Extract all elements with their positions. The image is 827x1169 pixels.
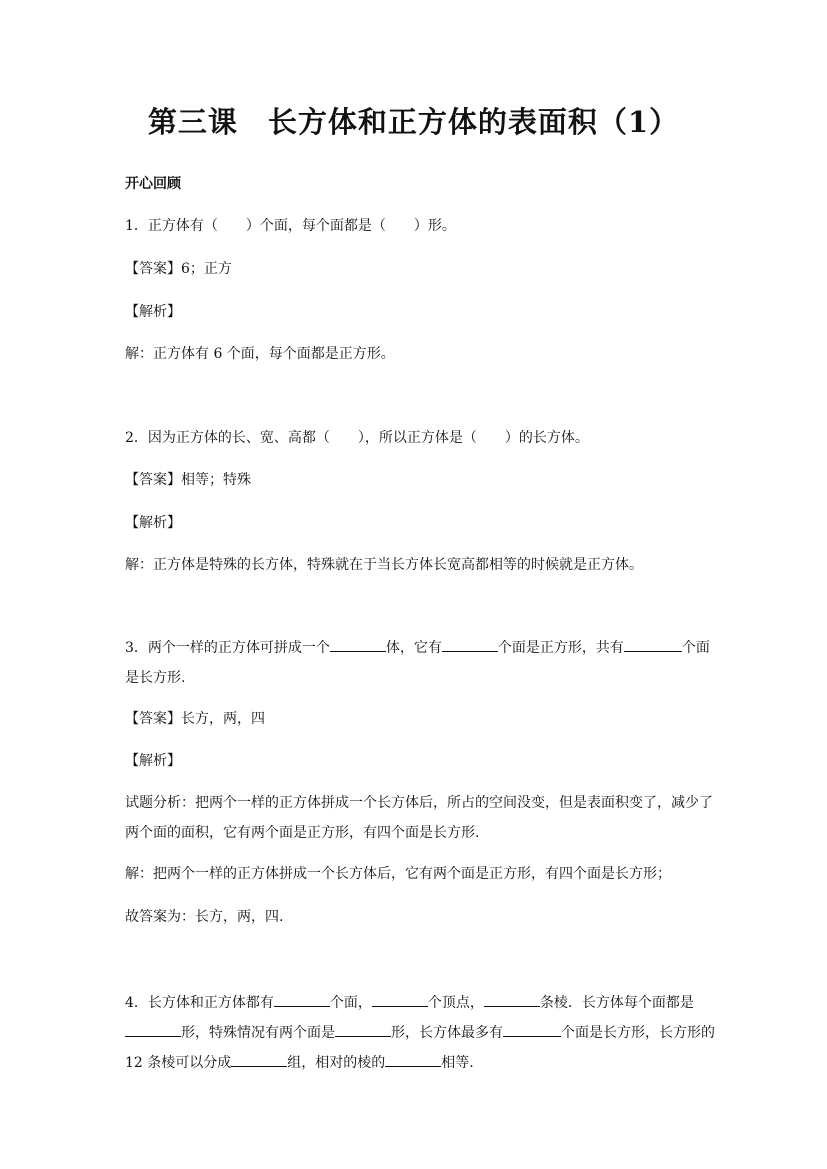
analysis-label-1: 【解析】 (125, 304, 181, 320)
analysis-label-3: 【解析】 (125, 753, 181, 769)
answer-3-text: 长方，两，四 (181, 711, 265, 727)
answer-blank (274, 992, 330, 1007)
answer-blank (385, 1052, 441, 1067)
analysis-label-2: 【解析】 (125, 515, 181, 531)
section-heading: 开心回顾 (125, 176, 181, 192)
question-1: 1．正方体有（ ）个面，每个面都是（ ）形。 (125, 218, 456, 234)
question-2: 2．因为正方体的长、宽、高都（ ），所以正方体是（ ）的长方体。 (125, 430, 589, 446)
answer-3 (125, 709, 265, 729)
question-4: 4．长方体和正方体都有 个面， 个顶点， 条棱．长方体每个面都是形，特殊情况有两个面是 形，长方体最多有 个面是长方形，长方形的 12 条棱可以分成 组，相对的棱的 相等. (125, 988, 715, 1078)
answer-blank (624, 637, 682, 652)
analysis-3: 试题分析：把两个一样的正方体拼成一个长方体后，所占的空间没变，但是表面积变了，减少了两个面的面积，它有两个面是正方形，有四个面是长方形. (125, 795, 713, 841)
question-3: 3．两个一样的正方体可拼成一个 体，它有 个面是正方形，共有 个面是长方形. (125, 633, 715, 693)
solution-2: 解：正方体是特殊的长方体，特殊就在于当长方体长宽高都相等的时候就是正方体。 (125, 557, 643, 573)
answer-label: 【答案】 (125, 261, 181, 277)
answer-blank (442, 637, 498, 652)
answer-blank (231, 1052, 287, 1067)
answer-blank (335, 1022, 391, 1037)
answer-1-text: 6；正方 (181, 261, 232, 277)
answer-label: 【答案】 (125, 711, 181, 727)
final-answer-3: 故答案为：长方，两，四. (125, 909, 284, 925)
answer-label: 【答案】 (125, 472, 181, 488)
answer-1 (125, 259, 232, 279)
solution-3: 解：把两个一样的正方体拼成一个长方体后，它有两个面是正方形，有四个面是长方形； (125, 866, 671, 882)
solution-1: 解：正方体有 6 个面，每个面都是正方形。 (125, 346, 395, 362)
answer-blank (503, 1022, 561, 1037)
answer-blank (330, 637, 386, 652)
answer-2 (125, 470, 251, 490)
answer-blank (125, 1022, 181, 1037)
answer-blank (484, 992, 540, 1007)
page-title: 第三课 长方体和正方体的表面积（1） (147, 105, 680, 139)
answer-blank (372, 992, 428, 1007)
answer-2-text: 相等；特殊 (181, 472, 251, 488)
